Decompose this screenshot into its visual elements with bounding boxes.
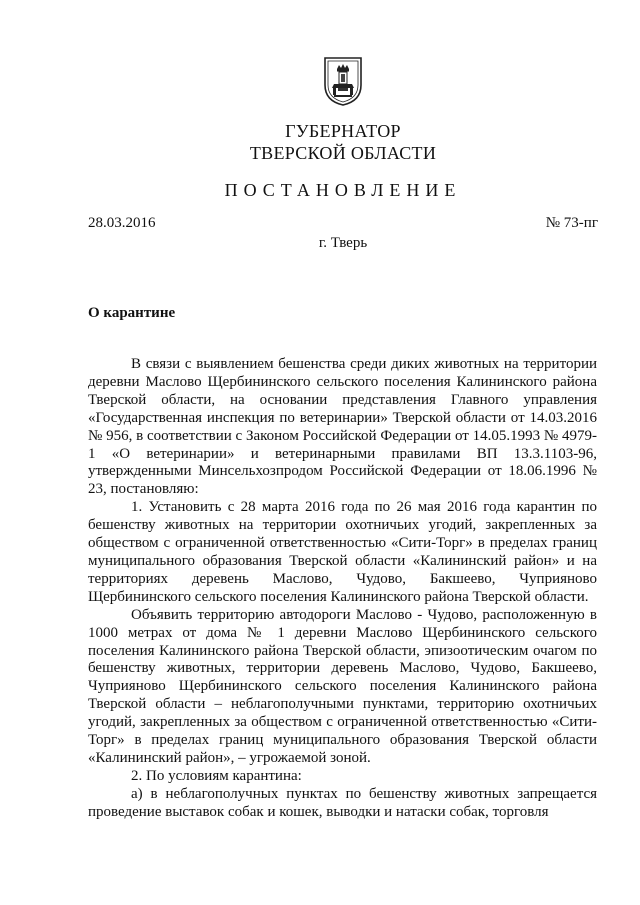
paragraph-preamble: В связи с выявлением бешенства среди диких животных на территории деревни Маслово Щербининского сельского поселения Калининского района Тверской области, на основании представления Главного управления «Государственная инспекция по ветеринарии» Тверской области от 14.03.2016 № 956, в соответствии с Законом Российской Федерации от 14.05.1993 № 4979-1 «О ветеринарии» и ветеринарными правилами ВП 13.3.1103-96, утвержденными Минсельхозпродом Российской Федерации от 18.06.1996 № 23, постановляю: <box>88 356 597 498</box>
paragraph-item-2: 2. По условиям карантина: <box>131 767 302 784</box>
coat-of-arms-icon <box>322 55 364 107</box>
paragraph-declaration: Объявить территорию автодороги Маслово - Чудово, расположенную в 1000 метрах от дома № 1 деревни Маслово Щербининского сельского поселения Калининского района Тверской области, эпизоотическим очагом по бешенству животных, территории деревень Маслово, Чудово, Бакшеево, Чуприяново Щербининского сельского поселения Калининского района Тверской области – неблагополучными пунктами, территорию охотничьих угодий, закрепленных за обществом с ограниченной ответственностью «Сити-Торг» в пределах границ муниципального образования Тверской области «Калининский район», – угрожаемой зоной. <box>88 606 597 766</box>
document-number: № 73-пг <box>545 215 598 231</box>
document-type: ПОСТАНОВЛЕНИЕ <box>224 180 462 200</box>
document-city: г. Тверь <box>318 235 368 251</box>
document-body <box>88 356 597 822</box>
paragraph-item-2a: а) в неблагополучных пунктах по бешенству животных запрещается проведение выставок собак и кошек, выводки и натаски собак, торговля <box>88 785 597 820</box>
document-subject: О карантине <box>88 305 176 321</box>
paragraph-item-1: 1. Установить с 28 марта 2016 года по 26 мая 2016 года карантин по бешенству животных на территории охотничьих угодий, закрепленных за обществом с ограниченной ответственностью «Сити-Торг» в пределах границ муниципального образования Тверской области «Калининский район» и на территориях деревень Маслово, Чудово, Бакшеево, Чуприяново Щербининского сельского поселения Калининского района Тверской области. <box>88 499 597 605</box>
authority-title: ГУБЕРНАТОР <box>285 121 401 141</box>
authority-region: ТВЕРСКОЙ ОБЛАСТИ <box>249 143 437 163</box>
document-date: 28.03.2016 <box>88 215 156 231</box>
